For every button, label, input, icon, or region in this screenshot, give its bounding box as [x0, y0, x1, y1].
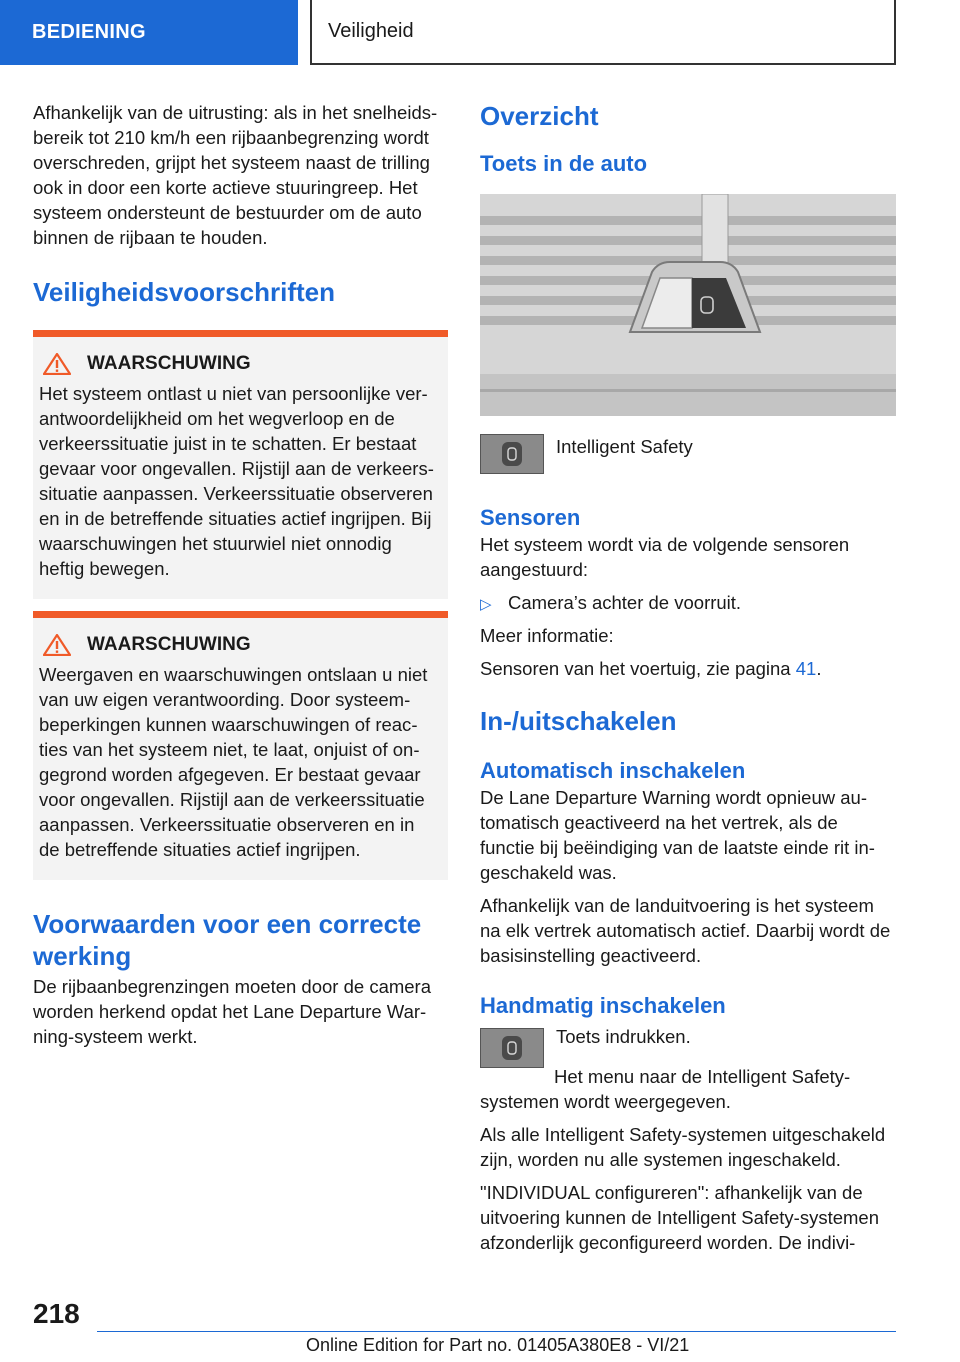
warning-title: WAARSCHUWING: [87, 634, 251, 655]
footer-divider: [97, 1331, 896, 1332]
more-info-label: Meer informatie:: [480, 625, 614, 646]
page-number: 218: [33, 1298, 80, 1329]
section-tab: BEDIENING: [0, 0, 298, 65]
manual-step-row: [480, 1024, 896, 1068]
onoff-heading: In-/uitschakelen: [480, 706, 677, 736]
dashboard-vent-illustration: [480, 194, 896, 416]
warning-box-1: [33, 330, 448, 599]
warning-body: Weergaven en waarschuwingen ontslaan u niet van uw eigen verantwoording. Door systeembeperkingen kunnen waarschuwingen of reacties van het systeem niet, te laat, onjuist of ongegrond worden afgegeven. Er bestaat gevaar voor ongevallen. Rijstijl aan de verkeerssituatie aanpassen. Verkeerssituatie observeren en in de betreffende situaties actief ingrijpen.: [39, 664, 428, 860]
right-column: [480, 100, 896, 1263]
manual-paragraph-2: "INDIVIDUAL configureren": afhankelijk van de uitvoering kunnen de Intelligent Safety-systemen afzonderlijk geconfigureerd worden. De indivi-: [480, 1182, 880, 1253]
page-link[interactable]: 41: [795, 658, 817, 679]
manual-heading: Handmatig inschakelen: [480, 993, 726, 1018]
car-button-photo: [480, 194, 896, 416]
warning-box-2: [33, 611, 448, 880]
sensors-reference: Sensoren van het voertuig, zie pagina 41.: [480, 658, 822, 679]
manual-menu-text: Het menu naar de Intelligent Safety-systemen wordt weergegeven.: [480, 1066, 851, 1112]
sensors-heading: Sensoren: [480, 505, 581, 530]
auto-paragraph-2: Afhankelijk van de landuitvoering is het systeem na elk vertrek automatisch actief. Daarbij wordt de basisinstelling geactiveerd.: [480, 895, 891, 966]
left-column: [33, 100, 448, 1057]
warning-title: WAARSCHUWING: [87, 353, 251, 374]
manual-paragraph-1: Als alle Intelligent Safety-systemen uitgeschakeld zijn, worden nu alle systemen ingeschakeld.: [480, 1124, 886, 1170]
manual-step-text: Toets indrukken.: [556, 1026, 691, 1047]
conditions-paragraph: De rijbaanbegrenzingen moeten door de camera worden herkend opdat het Lane Departure Warning-systeem werkt.: [33, 976, 432, 1047]
sensors-paragraph: Het systeem wordt via de volgende sensoren aangestuurd:: [480, 534, 850, 580]
intelligent-safety-button-icon: [480, 1028, 544, 1068]
warning-triangle-icon: [43, 634, 71, 656]
conditions-heading: Voorwaarden voor een correcte werking: [33, 909, 422, 971]
sensors-bullet-text: Camera’s achter de voorruit.: [508, 592, 742, 613]
overview-heading: Overzicht: [480, 101, 599, 131]
chapter-title: Veiligheid: [310, 0, 896, 65]
safety-heading: Veiligheidsvoorschriften: [33, 277, 335, 307]
sensors-list-item: [480, 590, 896, 615]
auto-paragraph-1: De Lane Departure Warning wordt opnieuw automatisch geactiveerd na het vertrek, als de functie bij beëindiging van de laatste einde rit ingeschakeld was.: [480, 787, 875, 883]
intelligent-safety-button-icon: [480, 434, 544, 474]
button-caption-row: [480, 434, 896, 474]
footer-edition: Online Edition for Part no. 01405A380E8 - VI/21: [306, 1335, 690, 1355]
auto-heading: Automatisch inschakelen: [480, 758, 746, 783]
button-caption: Intelligent Safety: [556, 436, 693, 457]
button-heading: Toets in de auto: [480, 151, 648, 176]
warning-triangle-icon: [43, 353, 71, 375]
warning-body: Het systeem ontlast u niet van persoonlijke verantwoordelijkheid om het wegverloop en de verkeerssituatie juist in te schatten. Er bestaat gevaar voor ongevallen. Rijstijl aan de verkeerssituatie aanpassen. Verkeerssituatie observeren en in de betreffende situaties actief ingrijpen. Bij waarschuwingen het stuurwiel niet onnodig heftig bewegen.: [39, 383, 434, 579]
triangle-bullet-icon: ▷: [480, 596, 492, 613]
intro-paragraph: Afhankelijk van de uitrusting: als in het snelheidsbereik tot 210 km/h een rijbaanbegrenzing wordt overschreden, grijpt het systeem naast de trilling ook in door een korte actieve stuuringreep. Het systeem ondersteunt de bestuurder om de auto binnen de rijbaan te houden.: [33, 102, 438, 248]
